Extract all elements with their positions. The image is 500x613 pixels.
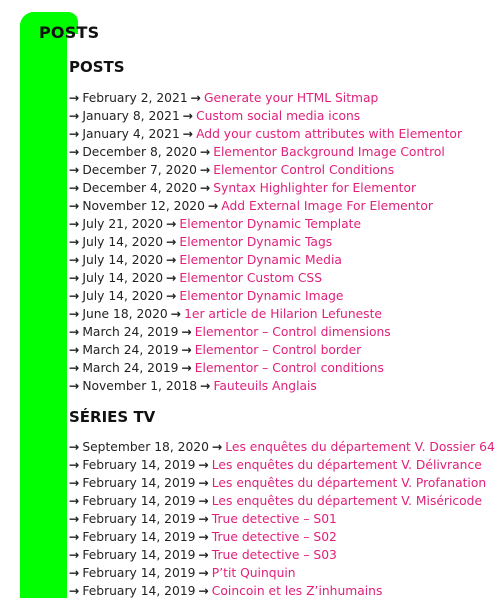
arrow-right-icon: → bbox=[69, 530, 80, 544]
arrow-right-icon: → bbox=[69, 566, 80, 580]
list-item bbox=[69, 341, 500, 359]
arrow-right-icon: → bbox=[199, 181, 211, 195]
post-link[interactable]: Elementor – Control conditions bbox=[194, 361, 384, 375]
post-link[interactable]: 1er article de Hilarion Lefuneste bbox=[184, 307, 382, 321]
arrow-right-icon: → bbox=[166, 289, 177, 303]
arrow-right-icon: → bbox=[199, 163, 211, 177]
arrow-right-icon: → bbox=[181, 325, 192, 339]
post-date: July 21, 2020 bbox=[82, 217, 164, 231]
list-item bbox=[69, 287, 500, 305]
post-link[interactable]: Les enquêtes du département V. Dossier 64 bbox=[225, 440, 495, 454]
list-item bbox=[69, 438, 500, 456]
arrow-right-icon: → bbox=[182, 109, 194, 123]
list-item bbox=[69, 269, 500, 287]
list-item bbox=[69, 582, 500, 600]
list-item bbox=[69, 323, 500, 341]
arrow-right-icon: → bbox=[198, 476, 209, 490]
arrow-right-icon: → bbox=[69, 307, 80, 321]
arrow-right-icon: → bbox=[69, 584, 80, 598]
arrow-right-icon: → bbox=[166, 235, 177, 249]
arrow-right-icon: → bbox=[69, 548, 80, 562]
list-item bbox=[69, 179, 500, 197]
post-date: December 8, 2020 bbox=[82, 145, 197, 159]
arrow-right-icon: → bbox=[69, 181, 80, 195]
post-date: February 14, 2019 bbox=[82, 566, 196, 580]
post-link[interactable]: Elementor Custom CSS bbox=[179, 271, 323, 285]
arrow-right-icon: → bbox=[69, 440, 80, 454]
post-link[interactable]: True detective – S03 bbox=[211, 548, 337, 562]
arrow-right-icon: → bbox=[200, 379, 211, 393]
post-link[interactable]: Custom social media icons bbox=[196, 109, 361, 123]
series-tv-list bbox=[69, 438, 500, 600]
post-date: July 14, 2020 bbox=[82, 289, 164, 303]
arrow-right-icon: → bbox=[69, 109, 80, 123]
list-item bbox=[69, 161, 500, 179]
arrow-right-icon: → bbox=[69, 199, 80, 213]
post-link[interactable]: Add External Image For Elementor bbox=[221, 199, 433, 213]
list-item bbox=[69, 215, 500, 233]
section-posts bbox=[69, 55, 500, 395]
post-date: November 1, 2018 bbox=[82, 379, 198, 393]
list-item bbox=[69, 492, 500, 510]
post-link[interactable]: Elementor Control Conditions bbox=[213, 163, 395, 177]
arrow-right-icon: → bbox=[69, 494, 80, 508]
post-link[interactable]: Elementor Dynamic Tags bbox=[179, 235, 333, 249]
arrow-right-icon: → bbox=[69, 91, 80, 105]
post-link[interactable]: Elementor – Control dimensions bbox=[194, 325, 391, 339]
arrow-right-icon: → bbox=[69, 512, 80, 526]
arrow-right-icon: → bbox=[69, 217, 80, 231]
arrow-right-icon: → bbox=[190, 91, 201, 105]
post-link[interactable]: Elementor Background Image Control bbox=[213, 145, 445, 159]
post-date: July 14, 2020 bbox=[82, 253, 164, 267]
arrow-right-icon: → bbox=[69, 361, 80, 375]
post-link[interactable]: Elementor Dynamic Image bbox=[179, 289, 344, 303]
arrow-right-icon: → bbox=[198, 512, 209, 526]
post-date: December 4, 2020 bbox=[82, 181, 197, 195]
arrow-right-icon: → bbox=[69, 235, 80, 249]
arrow-right-icon: → bbox=[198, 530, 209, 544]
page-title: POSTS bbox=[39, 23, 100, 42]
post-date: February 14, 2019 bbox=[82, 458, 196, 472]
list-item bbox=[69, 89, 500, 107]
post-date: June 18, 2020 bbox=[82, 307, 168, 321]
green-accent-bar bbox=[20, 12, 67, 598]
post-link[interactable]: Coincoin et les Z’inhumains bbox=[211, 584, 383, 598]
arrow-right-icon: → bbox=[198, 494, 209, 508]
arrow-right-icon: → bbox=[166, 253, 177, 267]
post-date: November 12, 2020 bbox=[82, 199, 205, 213]
arrow-right-icon: → bbox=[69, 379, 80, 393]
post-date: January 8, 2021 bbox=[82, 109, 180, 123]
arrow-right-icon: → bbox=[69, 145, 80, 159]
post-date: February 14, 2019 bbox=[82, 530, 196, 544]
post-link[interactable]: Generate your HTML Sitmap bbox=[203, 91, 379, 105]
post-link[interactable]: P’tit Quinquin bbox=[211, 566, 296, 580]
post-date: March 24, 2019 bbox=[82, 343, 179, 357]
post-date: February 14, 2019 bbox=[82, 548, 196, 562]
post-link[interactable]: Les enquêtes du département V. Profanation bbox=[211, 476, 487, 490]
arrow-right-icon: → bbox=[69, 458, 80, 472]
arrow-right-icon: → bbox=[170, 307, 182, 321]
post-link[interactable]: True detective – S02 bbox=[211, 530, 337, 544]
arrow-right-icon: → bbox=[69, 476, 80, 490]
arrow-right-icon: → bbox=[181, 343, 192, 357]
list-item bbox=[69, 197, 500, 215]
post-date: March 24, 2019 bbox=[82, 361, 179, 375]
post-date: February 14, 2019 bbox=[82, 512, 196, 526]
list-item bbox=[69, 474, 500, 492]
post-link[interactable]: Elementor – Control border bbox=[194, 343, 362, 357]
arrow-right-icon: → bbox=[198, 458, 209, 472]
list-item bbox=[69, 564, 500, 582]
post-link[interactable]: Fauteuils Anglais bbox=[213, 379, 317, 393]
list-item bbox=[69, 143, 500, 161]
post-link[interactable]: Les enquêtes du département V. Miséricode bbox=[211, 494, 483, 508]
arrow-right-icon: → bbox=[69, 343, 80, 357]
list-item bbox=[69, 305, 500, 323]
post-date: July 14, 2020 bbox=[82, 271, 164, 285]
posts-list bbox=[69, 89, 500, 395]
list-item bbox=[69, 377, 500, 395]
arrow-right-icon: → bbox=[69, 325, 80, 339]
list-item bbox=[69, 456, 500, 474]
post-link[interactable]: Add your custom attributes with Elementor bbox=[196, 127, 463, 141]
post-date: December 7, 2020 bbox=[82, 163, 197, 177]
post-link[interactable]: Elementor Dynamic Media bbox=[179, 253, 342, 267]
arrow-right-icon: → bbox=[211, 440, 223, 454]
list-item bbox=[69, 546, 500, 564]
post-date: February 14, 2019 bbox=[82, 584, 196, 598]
sitemap-content bbox=[69, 55, 500, 600]
post-date: September 18, 2020 bbox=[82, 440, 209, 454]
arrow-right-icon: → bbox=[182, 127, 194, 141]
list-item bbox=[69, 251, 500, 269]
section-title-posts: POSTS bbox=[69, 58, 125, 76]
post-date: March 24, 2019 bbox=[82, 325, 179, 339]
list-item bbox=[69, 107, 500, 125]
arrow-right-icon: → bbox=[69, 289, 80, 303]
list-item bbox=[69, 528, 500, 546]
arrow-right-icon: → bbox=[69, 163, 80, 177]
arrow-right-icon: → bbox=[199, 145, 211, 159]
list-item bbox=[69, 233, 500, 251]
arrow-right-icon: → bbox=[69, 253, 80, 267]
post-date: February 14, 2019 bbox=[82, 476, 196, 490]
post-date: February 14, 2019 bbox=[82, 494, 196, 508]
post-link[interactable]: Les enquêtes du département V. Délivrance bbox=[211, 458, 482, 472]
list-item bbox=[69, 510, 500, 528]
arrow-right-icon: → bbox=[69, 271, 80, 285]
section-title-series-tv: SÉRIES TV bbox=[69, 408, 156, 426]
arrow-right-icon: → bbox=[69, 127, 80, 141]
list-item bbox=[69, 359, 500, 377]
arrow-right-icon: → bbox=[166, 271, 177, 285]
list-item bbox=[69, 125, 500, 143]
arrow-right-icon: → bbox=[181, 361, 192, 375]
arrow-right-icon: → bbox=[166, 217, 177, 231]
section-series-tv bbox=[69, 405, 500, 600]
post-date: February 2, 2021 bbox=[82, 91, 188, 105]
arrow-right-icon: → bbox=[198, 584, 209, 598]
post-date: July 14, 2020 bbox=[82, 235, 164, 249]
post-date: January 4, 2021 bbox=[82, 127, 180, 141]
post-link[interactable]: True detective – S01 bbox=[211, 512, 337, 526]
arrow-right-icon: → bbox=[198, 566, 209, 580]
post-link[interactable]: Syntax Highlighter for Elementor bbox=[213, 181, 417, 195]
arrow-right-icon: → bbox=[198, 548, 209, 562]
arrow-right-icon: → bbox=[207, 199, 219, 213]
post-link[interactable]: Elementor Dynamic Template bbox=[179, 217, 362, 231]
